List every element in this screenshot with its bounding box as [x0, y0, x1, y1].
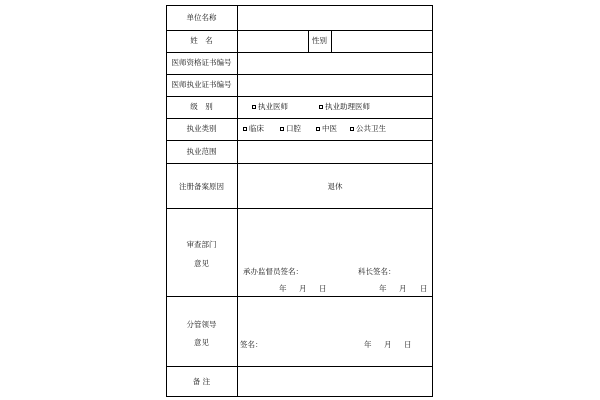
- unit-name-label: 单位名称: [186, 13, 217, 22]
- chief-date-day: 日: [420, 284, 428, 293]
- row-divider-9: [166, 296, 433, 297]
- category-option-dental[interactable]: [280, 124, 301, 133]
- category-option-label: 公共卫生: [356, 124, 386, 133]
- category-option-label: 口腔: [286, 124, 301, 133]
- remarks-value-cell[interactable]: [238, 367, 432, 396]
- level-label: 级 别: [190, 102, 213, 111]
- practice-cert-value-cell[interactable]: [238, 75, 432, 96]
- supervisor-date-month: 月: [299, 284, 307, 293]
- name-value-cell[interactable]: [238, 31, 308, 52]
- leader-opinion-label-line2: 意见: [194, 338, 209, 347]
- category-option-clinical[interactable]: [243, 124, 264, 133]
- filing-reason-label: 注册备案原因: [179, 182, 224, 191]
- category-option-label: 临床: [249, 124, 264, 133]
- row-divider-5: [166, 118, 433, 119]
- checkbox-icon: [319, 105, 323, 109]
- supervisor-date-year: 年: [279, 284, 287, 293]
- level-option-label: 执业助理医师: [325, 102, 370, 111]
- checkbox-icon: [280, 127, 284, 131]
- leader-signature-label: 签名：: [240, 340, 263, 349]
- practice-category-label: 执业类别: [186, 124, 217, 133]
- remarks-label: 备 注: [192, 377, 211, 386]
- level-option-assistant-physician[interactable]: [319, 102, 370, 111]
- practice-scope-label: 执业范围: [186, 147, 217, 156]
- chief-date-year: 年: [379, 284, 387, 293]
- leader-date-year: 年: [364, 340, 372, 349]
- category-option-public-health[interactable]: [350, 124, 386, 133]
- review-dept-label-line1: 审查部门: [186, 240, 217, 249]
- chief-date-month: 月: [399, 284, 407, 293]
- checkbox-icon: [252, 105, 256, 109]
- row-divider-4: [166, 96, 433, 97]
- practice-scope-value-cell[interactable]: [238, 141, 432, 163]
- category-option-label: 中医: [322, 124, 337, 133]
- level-option-licensed-physician[interactable]: [252, 102, 288, 111]
- gender-value-cell[interactable]: [332, 31, 432, 52]
- qualification-cert-value-cell[interactable]: [238, 53, 432, 74]
- table-border-right: [432, 5, 433, 397]
- level-option-label: 执业医师: [258, 102, 288, 111]
- leader-date-month: 月: [384, 340, 392, 349]
- name-label: 姓 名: [190, 36, 213, 45]
- qualification-cert-label: 医师资格证书编号: [171, 58, 232, 67]
- section-chief-signature-label: 科长签名：: [358, 267, 396, 276]
- supervisor-signature-label: 承办监督员签名：: [243, 267, 303, 276]
- row-divider-7: [166, 163, 433, 164]
- leader-date-day: 日: [404, 340, 412, 349]
- filing-reason-value: 退休: [327, 182, 343, 191]
- row-divider-8: [166, 208, 433, 209]
- supervisor-date-day: 日: [319, 284, 327, 293]
- review-dept-label-line2: 意见: [194, 259, 209, 268]
- checkbox-icon: [243, 127, 247, 131]
- checkbox-icon: [316, 127, 320, 131]
- practice-cert-label: 医师执业证书编号: [171, 80, 232, 89]
- gender-label: 性别: [312, 36, 327, 45]
- table-border-bottom: [166, 396, 433, 397]
- checkbox-icon: [350, 127, 354, 131]
- category-option-tcm[interactable]: [316, 124, 337, 133]
- unit-name-value-cell[interactable]: [238, 6, 432, 30]
- leader-opinion-label-line1: 分管领导: [186, 320, 217, 329]
